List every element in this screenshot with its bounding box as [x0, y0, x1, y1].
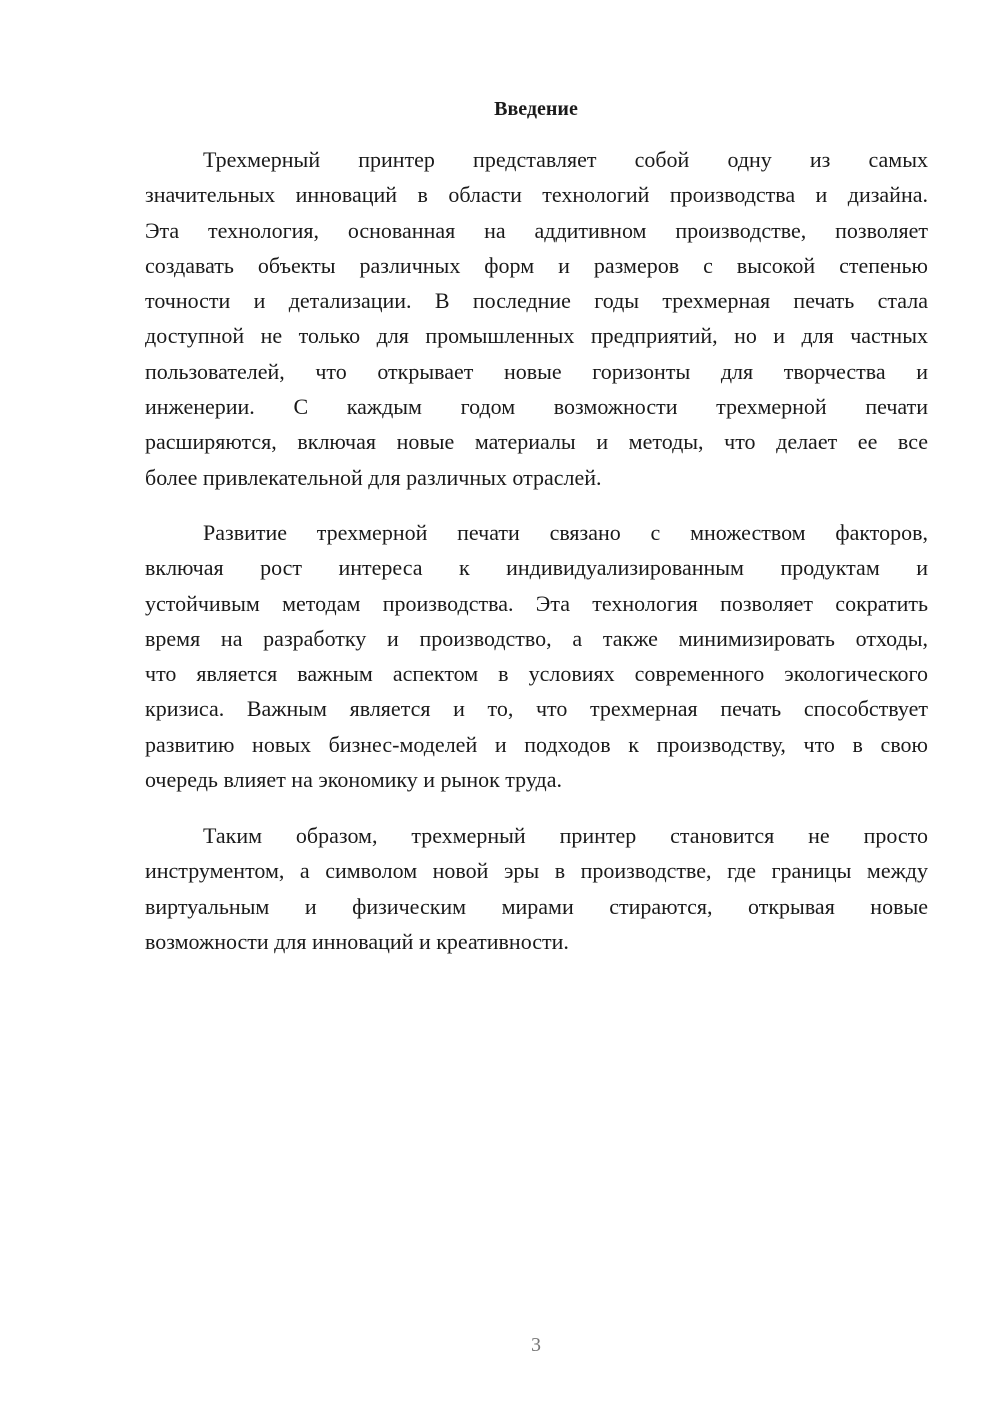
- page-number: 3: [531, 1334, 541, 1356]
- section-heading: Введение: [494, 98, 578, 120]
- text-line: Эта технология, основанная на аддитивном производстве, позволяет: [145, 217, 928, 243]
- text-line: пользователей, что открывает новые горизонты для творчества и: [145, 358, 928, 384]
- text-line: кризиса. Важным является и то, что трехмерная печать способствует: [145, 696, 928, 722]
- text-line: более привлекательной для различных отраслей.: [145, 464, 602, 490]
- text-line: Таким образом, трехмерный принтер становится не просто: [203, 823, 928, 848]
- text-line: время на разработку и производство, а также минимизировать отходы,: [145, 625, 928, 651]
- text-line: расширяются, включая новые материалы и методы, что делает ее все: [145, 429, 928, 455]
- text-line: что является важным аспектом в условиях современного экологического: [145, 661, 928, 687]
- text-line: очередь влияет на экономику и рынок труда.: [145, 767, 562, 793]
- paragraph-3: [145, 818, 928, 959]
- text-line: Трехмерный принтер представляет собой одну из самых: [203, 147, 928, 172]
- text-line: инженерии. С каждым годом возможности трехмерной печати: [145, 394, 928, 420]
- paragraph-1: [145, 142, 928, 495]
- text-line: инструментом, а символом новой эры в производстве, где границы между: [145, 858, 928, 884]
- paragraph-2: [145, 515, 928, 797]
- text-line: создавать объекты различных форм и размеров с высокой степенью: [145, 252, 928, 278]
- text-line: развитию новых бизнес-моделей и подходов к производству, что в свою: [145, 731, 928, 757]
- text-line: виртуальным и физическим мирами стираются, открывая новые: [145, 893, 928, 919]
- text-line: возможности для инноваций и креативности.: [145, 928, 569, 954]
- text-line: устойчивым методам производства. Эта технология позволяет сократить: [145, 590, 928, 616]
- text-line: включая рост интереса к индивидуализированным продуктам и: [145, 555, 928, 581]
- text-line: значительных инноваций в области технологий производства и дизайна.: [145, 182, 928, 208]
- text-line: Развитие трехмерной печати связано с множеством факторов,: [203, 520, 928, 545]
- text-line: доступной не только для промышленных предприятий, но и для частных: [145, 323, 928, 349]
- text-line: точности и детализации. В последние годы трехмерная печать стала: [145, 288, 928, 314]
